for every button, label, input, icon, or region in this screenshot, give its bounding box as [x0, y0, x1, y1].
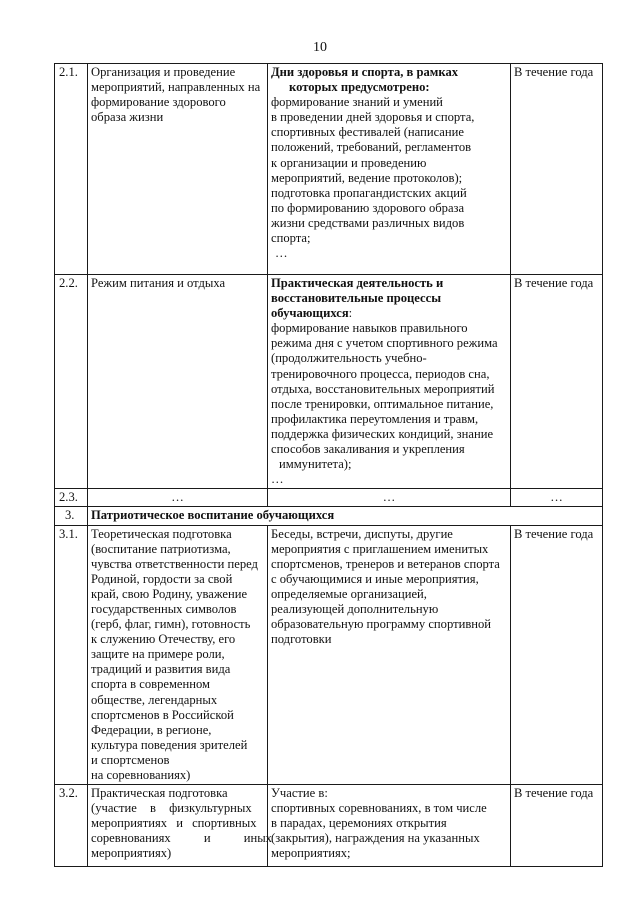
table-row — [55, 64, 603, 275]
name-line: образа жизни — [91, 110, 164, 125]
name-line: на соревнованиях) — [91, 768, 191, 782]
content-line: формирование знаний и умений — [271, 95, 443, 110]
name-line: Федерации, в регионе, — [91, 722, 212, 737]
content-line: с обучающимися и иные мероприятия, — [271, 571, 479, 586]
name-line: Практическая подготовка — [91, 786, 228, 801]
name-line: Организация и проведение — [91, 65, 236, 79]
row-name — [88, 64, 268, 275]
content-line: поддержка физических кондиций, знание — [271, 426, 494, 441]
name-line: (герб, флаг, гимн), готовность — [91, 617, 251, 632]
name-line: обществе, легендарных — [91, 692, 218, 707]
name-line: и спортсменов — [91, 752, 170, 767]
content-line: после тренировки, оптимальное питание, — [271, 396, 494, 411]
name-line: формирование здорового — [91, 95, 226, 110]
row-number: 2.2. — [55, 275, 88, 489]
name-line: Режим питания и отдыха — [91, 276, 226, 290]
row-content — [268, 275, 511, 489]
content-line: (закрытия), награждения на указанных — [271, 831, 480, 846]
table-row — [55, 785, 603, 867]
row-content — [268, 785, 511, 867]
content-line: положений, требований, регламентов — [271, 140, 472, 155]
name-line: государственных символов — [91, 601, 237, 616]
content-line: к организации и проведению — [271, 155, 427, 170]
section-number: 3. — [55, 507, 88, 525]
content-line: спортсменов, тренеров и ветеранов спорта — [271, 556, 500, 571]
content-line: профилактика переутомления и травм, — [271, 411, 479, 426]
row-content — [268, 525, 511, 785]
row-content — [268, 64, 511, 275]
content-line: спортивных фестивалей (написание — [271, 125, 464, 140]
name-line: Родиной, гордости за свой — [91, 571, 233, 586]
name-line: спортсменов в Российской — [91, 707, 234, 722]
content-line: мероприятий, ведение протоколов); — [271, 170, 463, 185]
content-line: Участие в: — [271, 786, 328, 801]
name-line: культура поведения зрителей — [91, 737, 248, 752]
content-line: подготовки — [271, 632, 332, 647]
row-period: В течение года — [511, 275, 603, 489]
content-line: способов закаливания и укрепления — [271, 442, 465, 457]
content-line: иммунитета); — [279, 457, 352, 472]
content-line: в парадах, церемониях открытия — [271, 816, 447, 831]
content-line: реализующей дополнительную — [271, 601, 439, 616]
content-heading: обучающихся — [271, 306, 349, 321]
name-line: край, свою Родину, уважение — [91, 586, 248, 601]
name-line: (участие в физкультурных — [91, 801, 252, 816]
content-heading: Дни здоровья и спорта, в рамках — [271, 65, 459, 79]
row-name — [88, 525, 268, 785]
row-period: … — [511, 489, 603, 507]
content-line: жизни средствами различных видов — [271, 215, 465, 230]
content-line: спортивных соревнованиях, в том числе — [271, 801, 487, 816]
section-row — [55, 507, 603, 525]
row-period: В течение года — [511, 785, 603, 867]
content-line: в проведении дней здоровья и спорта, — [271, 110, 475, 125]
row-name — [88, 275, 268, 489]
content-line: мероприятия с приглашением именитых — [271, 541, 489, 556]
content-line: отдыха, восстановительных мероприятий — [271, 381, 495, 396]
row-name — [88, 785, 272, 867]
content-heading: которых предусмотрено: — [289, 80, 430, 95]
content-line: мероприятиях; — [271, 846, 351, 861]
name-line: защите на примере роли, — [91, 647, 225, 662]
content-line: спорта; — [271, 231, 311, 246]
content-line: тренировочного процесса, периодов сна, — [271, 366, 490, 381]
content-ellipsis: … — [271, 472, 284, 487]
content-ellipsis: … — [275, 246, 288, 261]
content-heading: восстановительные процессы — [271, 291, 442, 306]
events-table — [54, 63, 603, 867]
name-line: Теоретическая подготовка — [91, 526, 232, 541]
name-line: (воспитание патриотизма, — [91, 541, 231, 556]
name-line: спорта в современном — [91, 677, 211, 692]
content-heading-suffix: : — [348, 306, 353, 321]
content-line: формирование навыков правильного — [271, 321, 468, 336]
table-row — [55, 525, 603, 785]
table-row — [55, 275, 603, 489]
name-line: чувства ответственности перед — [91, 556, 258, 571]
content-line: определяемые организацией, — [271, 586, 427, 601]
row-period: В течение года — [511, 64, 603, 275]
name-line: мероприятиях и спортивных — [91, 816, 257, 831]
row-number: 2.1. — [55, 64, 88, 275]
section-title: Патриотическое воспитание обучающихся — [88, 507, 603, 525]
content-line: по формированию здорового образа — [271, 200, 465, 215]
name-line: мероприятий, направленных на — [91, 80, 261, 95]
content-line: (продолжительность учебно- — [271, 351, 427, 366]
row-content: … — [268, 489, 511, 507]
page-number: 10 — [313, 40, 327, 55]
content-line: образовательную программу спортивной — [271, 617, 492, 632]
row-number: 3.1. — [55, 525, 88, 785]
name-line: традиций и развития вида — [91, 662, 231, 677]
row-period: В течение года — [511, 525, 603, 785]
row-number: 2.3. — [55, 489, 88, 507]
name-line: к служению Отечеству, его — [91, 632, 236, 647]
row-name: … — [88, 489, 268, 507]
content-line: подготовка пропагандистских акций — [271, 185, 467, 200]
row-number: 3.2. — [55, 785, 88, 867]
name-line: соревнованиях и иных — [91, 831, 272, 846]
name-line: мероприятиях) — [91, 846, 172, 861]
content-heading: Практическая деятельность и — [271, 276, 444, 290]
content-line: режима дня с учетом спортивного режима — [271, 336, 498, 351]
content-line: Беседы, встречи, диспуты, другие — [271, 526, 453, 541]
table-row — [55, 489, 603, 507]
